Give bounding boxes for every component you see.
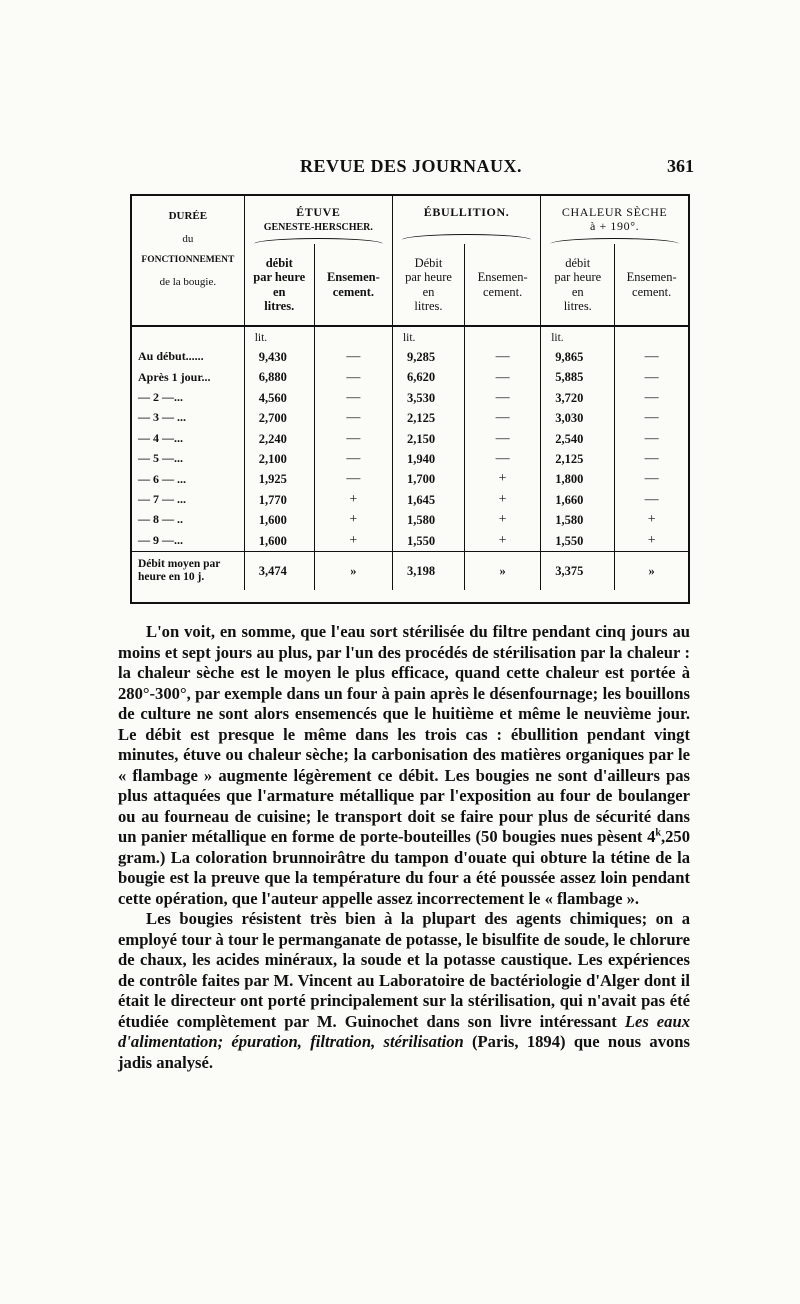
group-chaleur-seche: CHALEUR SÈCHE à + 190°. <box>541 196 688 244</box>
running-title: REVUE DES JOURNAUX. <box>299 156 523 176</box>
debit-ebullition: 2,150 <box>392 429 464 449</box>
debit-etuve: 4,560 <box>244 388 314 408</box>
debit-etuve: 2,240 <box>244 429 314 449</box>
debit-chaleur: 2,125 <box>541 449 615 469</box>
debit-chaleur: 3,030 <box>541 408 615 428</box>
debit-ebullition: 1,645 <box>392 490 464 510</box>
group-ebullition: ÉBULLITION. <box>392 196 540 244</box>
duration-header: DURÉE du FONCTIONNEMENT de la bougie. <box>132 196 244 326</box>
row-label: — 4 —... <box>138 430 183 445</box>
ensemencement-chaleur: — <box>615 469 688 489</box>
ensemencement-etuve: — <box>314 347 392 367</box>
debit-etuve: 2,700 <box>244 408 314 428</box>
debit-etuve: 1,600 <box>244 510 314 530</box>
debit-etuve: 1,925 <box>244 469 314 489</box>
ensemencement-etuve: — <box>314 408 392 428</box>
ensemencement-etuve: — <box>314 449 392 469</box>
ensemencement-ebullition: + <box>465 531 541 552</box>
paragraph-2: Les bougies résistent très bien à la plupart des agents chimiques; on a employé tour à tour le permanganate de potasse, le bisulfite de soude, le chlorure de chaux, les acides minéraux, la soude et la potasse caustique. Les expériences de contrôle faites par M. Vincent au Laboratoire de bactériologie d'Alger dont il était le directeur ont porté principalement sur la stérilisation, qui n'avait pas été étudiée complètement par M. Guinochet dans son livre intéressant Les eaux d'alimentation; épuration, filtration, stérilisation (Paris, 1894) que nous avons jadis analysé. <box>118 909 690 1072</box>
ensemencement-chaleur: — <box>615 490 688 510</box>
table-row <box>132 408 688 428</box>
table-row <box>132 510 688 530</box>
table-row <box>132 388 688 408</box>
table-row <box>132 429 688 449</box>
ensemencement-ebullition: — <box>465 408 541 428</box>
subheader-ensemencement-chaleur: Ensemen- cement. <box>615 244 688 326</box>
ensemencement-ebullition: — <box>465 449 541 469</box>
debit-chaleur: 1,660 <box>541 490 615 510</box>
row-label: — 2 —... <box>138 390 183 405</box>
ensemencement-chaleur: — <box>615 347 688 367</box>
sterilization-table <box>132 196 688 590</box>
debit-chaleur: 3,720 <box>541 388 615 408</box>
average-label: Débit moyen par heure en 10 j. <box>132 551 244 590</box>
ensemencement-ebullition: — <box>465 429 541 449</box>
table-row <box>132 347 688 367</box>
ensemencement-ebullition: + <box>465 469 541 489</box>
table-row <box>132 490 688 510</box>
table-row <box>132 449 688 469</box>
subheader-debit-etuve: débit par heure en litres. <box>244 244 314 326</box>
debit-chaleur: 9,865 <box>541 347 615 367</box>
ensemencement-chaleur: — <box>615 388 688 408</box>
debit-ebullition: 1,580 <box>392 510 464 530</box>
debit-ebullition: 1,700 <box>392 469 464 489</box>
debit-ebullition: 6,620 <box>392 367 464 387</box>
ensemencement-ebullition: + <box>465 510 541 530</box>
article-body <box>118 622 690 1073</box>
debit-chaleur: 2,540 <box>541 429 615 449</box>
subheader-ensemencement-etuve: Ensemen- cement. <box>314 244 392 326</box>
debit-etuve: 1,600 <box>244 531 314 552</box>
ensemencement-ebullition: + <box>465 490 541 510</box>
unit-row: lit. lit. lit. <box>132 326 688 347</box>
page-number: 361 <box>667 156 694 176</box>
table-row <box>132 469 688 489</box>
ensemencement-chaleur: — <box>615 408 688 428</box>
ensemencement-etuve: — <box>314 388 392 408</box>
debit-ebullition: 1,550 <box>392 531 464 552</box>
row-label: — 5 —... <box>138 451 183 466</box>
ensemencement-etuve: + <box>314 531 392 552</box>
page-header <box>128 156 694 182</box>
debit-etuve: 9,430 <box>244 347 314 367</box>
ensemencement-etuve: — <box>314 469 392 489</box>
debit-ebullition: 2,125 <box>392 408 464 428</box>
ensemencement-chaleur: + <box>615 510 688 530</box>
debit-etuve: 2,100 <box>244 449 314 469</box>
ensemencement-ebullition: — <box>465 367 541 387</box>
debit-chaleur: 5,885 <box>541 367 615 387</box>
debit-ebullition: 3,530 <box>392 388 464 408</box>
subheader-debit-ebullition: Débit par heure en litres. <box>392 244 464 326</box>
subheader-ensemencement-ebullition: Ensemen- cement. <box>465 244 541 326</box>
ensemencement-chaleur: — <box>615 429 688 449</box>
debit-chaleur: 1,550 <box>541 531 615 552</box>
ensemencement-etuve: + <box>314 490 392 510</box>
table-row <box>132 367 688 387</box>
ensemencement-chaleur: + <box>615 531 688 552</box>
debit-ebullition: 9,285 <box>392 347 464 367</box>
ensemencement-etuve: + <box>314 510 392 530</box>
debit-chaleur: 1,800 <box>541 469 615 489</box>
subheader-debit-chaleur: débit par heure en litres. <box>541 244 615 326</box>
debit-etuve: 6,880 <box>244 367 314 387</box>
group-etuve: ÉTUVE GENESTE-HERSCHER. <box>244 196 392 244</box>
ensemencement-ebullition: — <box>465 388 541 408</box>
ensemencement-etuve: — <box>314 429 392 449</box>
row-label: — 9 —... <box>138 532 183 547</box>
ensemencement-etuve: — <box>314 367 392 387</box>
table-row <box>132 531 688 552</box>
row-label: Au début...... <box>138 349 204 364</box>
row-label: — 7 — ... <box>138 492 186 507</box>
paragraph-1: L'on voit, en somme, que l'eau sort stérilisée du filtre pendant cinq jours au moins et sept jours au plus, par l'un des procédés de stérilisation par la chaleur : la chaleur sèche est le moyen le plus efficace, quand cette chaleur est portée à 280°-300°, par exemple dans un four à pain après le désenfournage; les bouillons de culture ne sont alors ensemencés que le huitième et même le neuvième jour. Le débit est presque le même dans les trois cas : ébullition pendant vingt minutes, étuve ou chaleur sèche; la carbonisation des matières organiques par le « flambage » augmente légèrement ce débit. Les bougies ne sont d'ailleurs pas plus attaquées que l'armature métallique par l'exposition au four de boulanger ou au fourneau de cuisine; le transport doit se faire pour plus de sécurité dans un panier métallique en forme de porte-bouteilles (50 bougies nues pèsent 4$^k$,250 gram.) La coloration brunnoirâtre du tampon d'ouate qui obture la tétine de la bougie est la preuve que la température du four a été poussée assez loin pendant cette opération, que l'auteur appelle assez incorrectement le « flambage ». <box>118 622 690 908</box>
ensemencement-ebullition: — <box>465 347 541 367</box>
row-label: Après 1 jour... <box>138 369 211 384</box>
average-row: Débit moyen par heure en 10 j. 3,474 » 3,198 » 3,375 » <box>132 551 688 590</box>
ensemencement-chaleur: — <box>615 449 688 469</box>
debit-etuve: 1,770 <box>244 490 314 510</box>
debit-ebullition: 1,940 <box>392 449 464 469</box>
row-label: — 6 — ... <box>138 471 186 486</box>
ensemencement-chaleur: — <box>615 367 688 387</box>
data-table-frame <box>130 194 690 604</box>
debit-chaleur: 1,580 <box>541 510 615 530</box>
row-label: — 8 — .. <box>138 512 183 527</box>
row-label: — 3 — ... <box>138 410 186 425</box>
